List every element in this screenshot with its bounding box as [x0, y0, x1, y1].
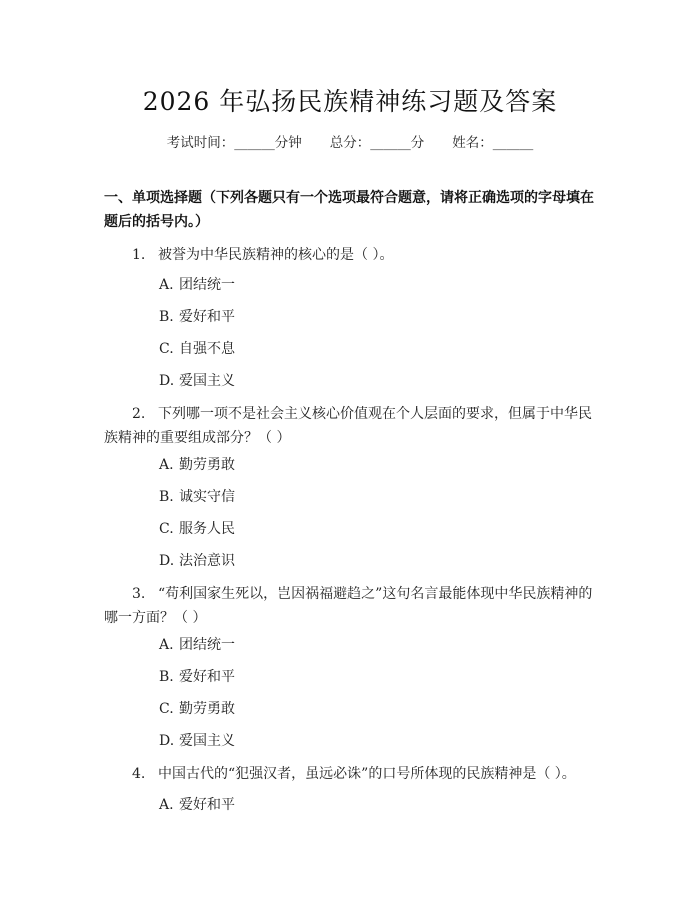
- question-4: [104, 762, 600, 786]
- exam-meta: [0, 131, 700, 151]
- option-2b: B. 诚实守信: [159, 489, 235, 505]
- question-number: 1.: [132, 247, 146, 263]
- total-score-field: 总分：______分: [329, 135, 425, 151]
- question-number: 3.: [132, 586, 146, 602]
- question-2: [104, 402, 600, 450]
- question-text: 被誉为中华民族精神的核心的是（ ）。: [158, 247, 394, 263]
- option-2c: C. 服务人民: [159, 521, 235, 537]
- page-title: 2026 年弘扬民族精神练习题及答案: [142, 87, 558, 116]
- question-text: 下列哪一项不是社会主义核心价值观在个人层面的要求，但属于中华民族精神的重要组成部分？（ ）: [104, 406, 592, 446]
- option-4a: A. 爱好和平: [159, 797, 235, 813]
- option-3a: A. 团结统一: [159, 637, 235, 653]
- option-2d: D. 法治意识: [159, 553, 235, 569]
- question-text: 中国古代的“犯强汉者，虽远必诛”的口号所体现的民族精神是（ ）。: [158, 766, 576, 782]
- question-text: “苟利国家生死以，岂因祸福避趋之”这句名言最能体现中华民族精神的哪一方面？（ ）: [104, 586, 593, 626]
- question-1: [104, 243, 600, 267]
- section-heading: 一、单项选择题（下列各题只有一个选项最符合题意，请将正确选项的字母填在题后的括号内。）: [104, 190, 594, 230]
- name-field: 姓名：______: [452, 135, 534, 151]
- option-2a: A. 勤劳勇敢: [159, 457, 235, 473]
- option-3c: C. 勤劳勇敢: [159, 701, 235, 717]
- question-3: [104, 582, 600, 630]
- option-1c: C. 自强不息: [159, 341, 235, 357]
- question-number: 4.: [132, 766, 146, 782]
- option-1b: B. 爱好和平: [159, 309, 235, 325]
- option-1d: D. 爱国主义: [159, 373, 235, 389]
- option-1a: A. 团结统一: [159, 277, 235, 293]
- exam-time-field: 考试时间：______分钟: [166, 135, 302, 151]
- option-3b: B. 爱好和平: [159, 669, 235, 685]
- question-number: 2.: [132, 406, 146, 422]
- option-3d: D. 爱国主义: [159, 733, 235, 749]
